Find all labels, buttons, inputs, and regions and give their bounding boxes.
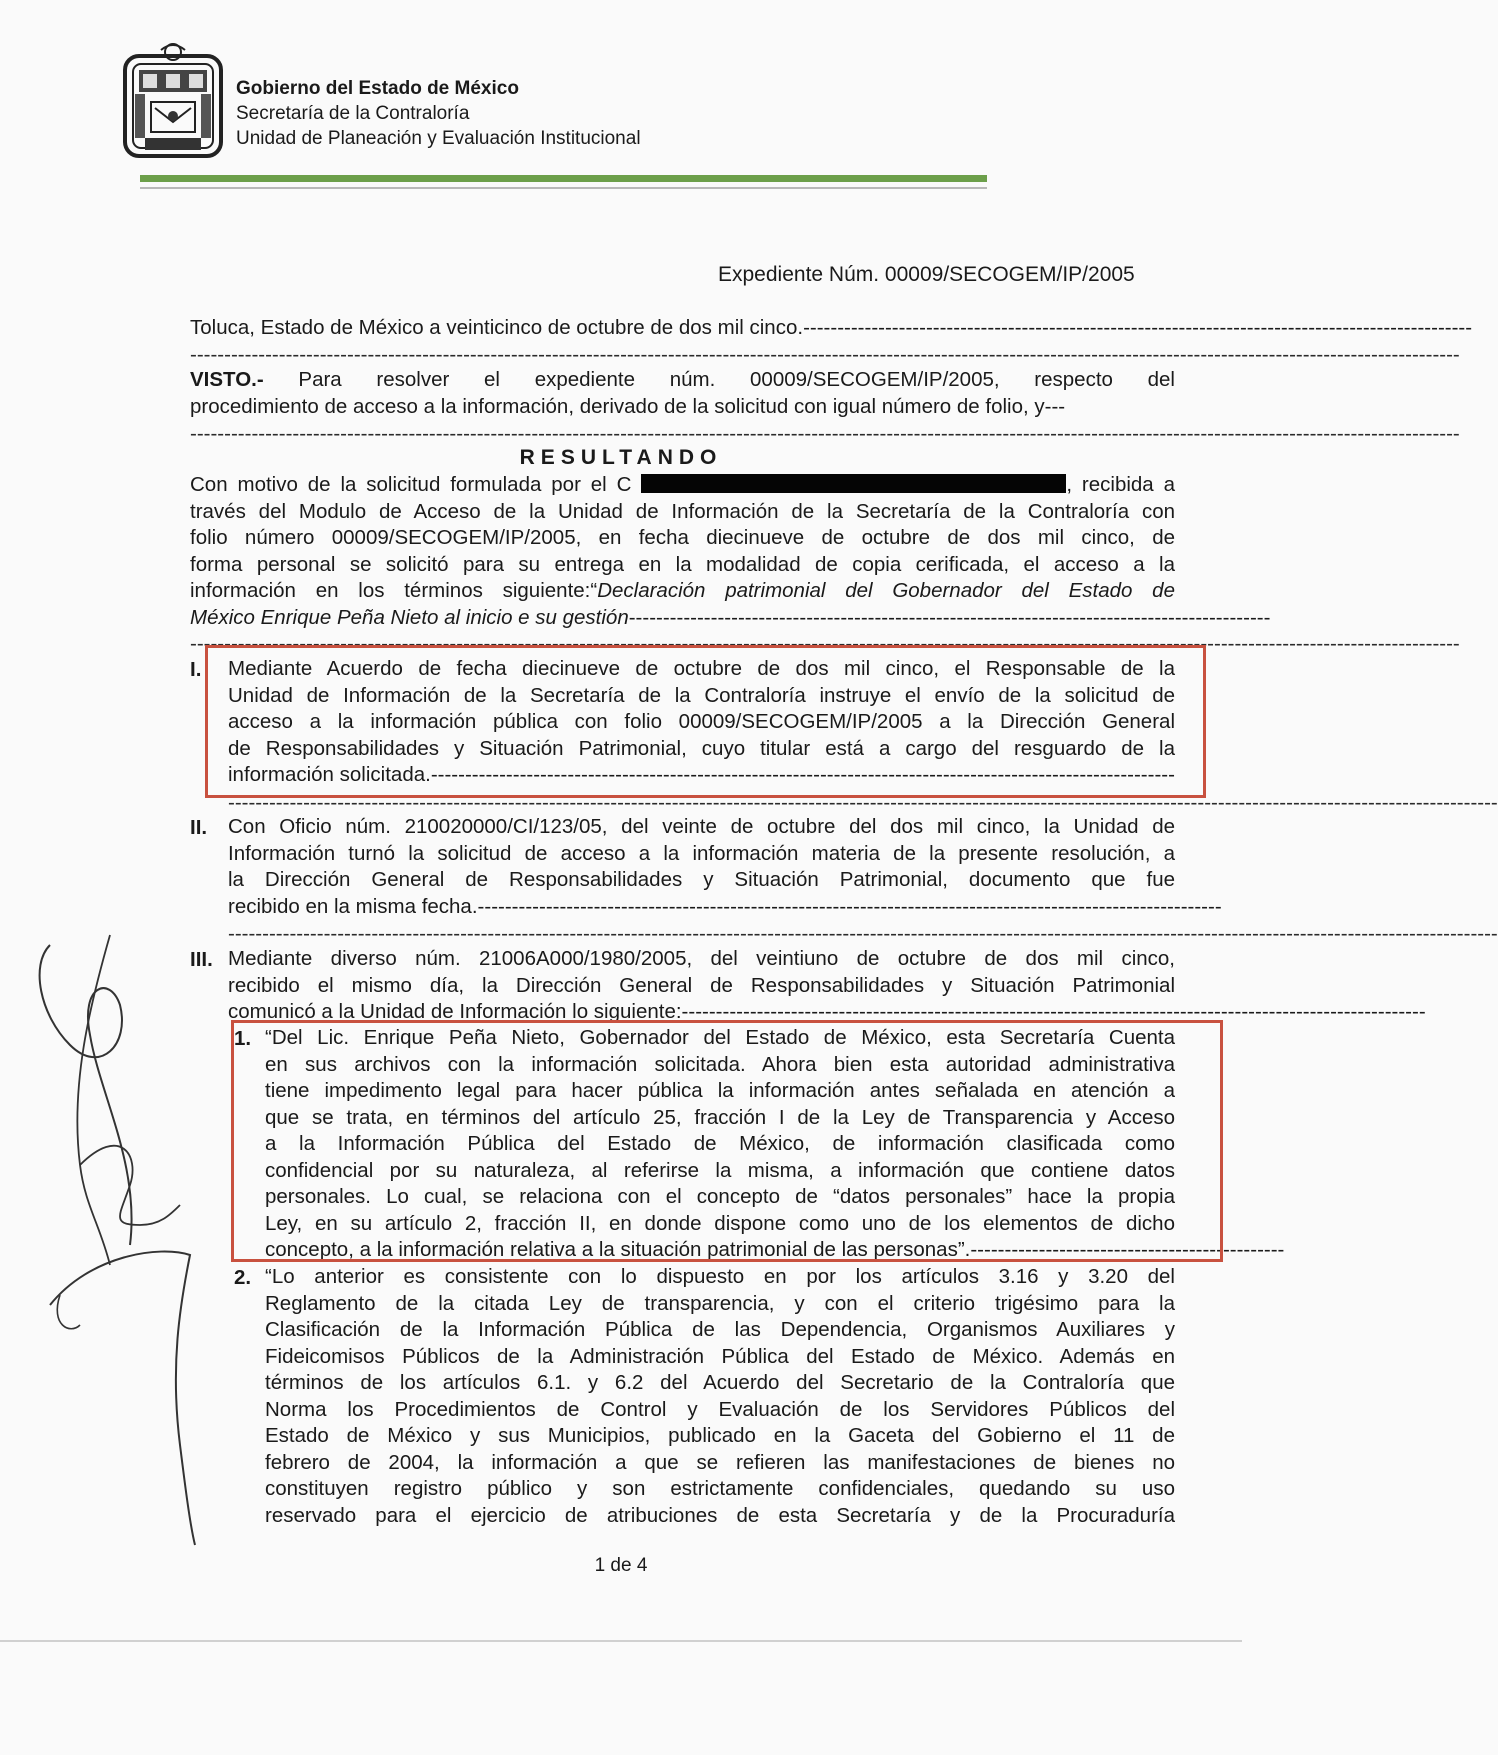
item-ii-paragraph: Con Oficio núm. 210020000/CI/123/05, del veinte de octubre del dos mil cinco, la Unidad de Información turnó la solicitud de acceso a la información materia de la presente resolución, a la Dirección General de Responsabilidades y Situación Patrimonial, documento que fue recibido en la misma fecha.-------------------------------------------------------------------------------------------------------------: [228, 815, 1222, 918]
unidad-name: Unidad de Planeación y Evaluación Institucional: [236, 128, 641, 149]
highlight-box-item-i: [205, 645, 1206, 798]
item-i-line: acceso a la información pública con folio 00009/SECOGEM/IP/2005 a la Dirección General: [228, 710, 1175, 733]
resultando-line-4: forma personal se solicitó para su entrega en la modalidad de copia cerificada, el acceso a la: [190, 552, 1175, 576]
item-number-iii: III.: [190, 948, 213, 971]
org-name: Gobierno del Estado de México: [236, 78, 519, 99]
subitem-2-paragraph: [265, 1264, 1175, 1529]
resultando-line-5a: información en los términos siguiente:“: [190, 579, 598, 602]
subitem-1-paragraph: “Del Lic. Enrique Peña Nieto, Gobernador del Estado de México, esta Secretaría Cuenta en sus archivos con la información solicitada. Ahora bien esta autoridad administrativa tiene impedimento legal para hacer pública la información antes señalada en atención a que se trata, en términos del artículo 25, fracción I de la Ley de Transparencia y Acceso a la Información Pública del Estado de México, de información clasificada como confidencial por su naturaleza, al referirse la misma, a información que contiene datos personales. Lo cual, se relaciona con el concepto de “datos personales” hace la propia Ley, en su artículo 2, fracción II, en donde dispone como uno de los elementos de dicho concepto, a la información relativa a la situación patrimonial de las personas”.----------------------------------------------: [265, 1026, 1285, 1261]
highlight-box-subitem-1: [231, 1020, 1285, 1262]
header-green-rule: [140, 175, 987, 182]
dash-separator: ------------------------------------------------------------------------------------------------------------------------------------------------------------------------------------------: [190, 632, 1460, 655]
place-date-line: Toluca, Estado de México a veinticinco de octubre de dos mil cinco.--------------------------------------------------------------------------------------------------: [190, 316, 1473, 339]
item-number-i: I.: [190, 658, 202, 681]
item-ii-line: Con Oficio núm. 210020000/CI/123/05, del veinte de octubre del dos mil cinco, la Unidad de: [228, 815, 1175, 838]
visto-line-1: Para resolver el expediente núm. 00009/SECOGEM/IP/2005, respecto del: [298, 368, 1175, 391]
subitem-2-line: “Lo anterior es consistente con lo dispuesto en por los artículos 3.16 y 3.20 del: [265, 1265, 1175, 1288]
dash-separator: ------------------------------------------------------------------------------------------------------------------------------------------------------------------------------------------: [228, 922, 1498, 945]
resultando-paragraph: Con motivo de la solicitud formulada por el C , recibida a través del Modulo de Acceso de la Unidad de Información de la Secretaría de la Contraloría con folio número 00009/SECOGEM/IP/2005, en fecha diecinueve de octubre de dos mil cinco, de forma personal se solicitó para su entrega en la modalidad de copia cerificada, el acceso a la información en los términos siguiente:“Declaración patrimonial del Gobernador del Estado de México Enrique Peña Nieto al inicio e su gestión----------------------------------------------------------------------------------------------: [190, 473, 1271, 629]
visto-line-2: procedimiento de acceso a la información, derivado de la solicitud con igual número de folio, y---: [190, 394, 1066, 418]
letterhead-text: [236, 76, 641, 151]
resultando-line-6: México Enrique Peña Nieto al inicio e su gestión: [190, 605, 629, 629]
resultando-line-1a: Con motivo de la solicitud formulada por el C: [190, 473, 632, 496]
expediente-number: Expediente Núm. 00009/SECOGEM/IP/2005: [718, 263, 1135, 286]
subitem-1-line: a la Información Pública del Estado de México, de información clasificada como: [265, 1132, 1175, 1155]
subitem-2-line: febrero de 2004, la información a que se refieren las manifestaciones de bienes no: [265, 1450, 1175, 1474]
subitem-2-line: reservado para el ejercicio de atribuciones de esta Secretaría y de la Procuraduría: [265, 1503, 1175, 1527]
state-seal-icon: [121, 42, 225, 160]
item-iii-line: Mediante diverso núm. 21006A000/1980/2005, del veintiuno de octubre de dos mil cinco,: [228, 947, 1175, 970]
resultando-line-1b: recibida a: [1081, 473, 1175, 496]
subitem-2-line: términos de los artículos 6.1. y 6.2 del Acuerdo del Secretario de la Contraloría que: [265, 1371, 1175, 1394]
subitem-1-line: confidencial por su naturaleza, al referirse la misma, a información que contiene datos: [265, 1158, 1175, 1182]
subitem-1-line: personales. Lo cual, se relaciona con el concepto de “datos personales” hace la propia: [265, 1185, 1175, 1208]
item-number-ii: II.: [190, 816, 208, 839]
subitem-2-line: Reglamento de la citada Ley de transparencia, y con el criterio trigésimo para la: [265, 1291, 1175, 1315]
item-i-line: información solicitada.: [228, 763, 431, 786]
subitem-2-line: Estado de México y sus Municipios, publicado en la Gaceta del Gobierno el 11 de: [265, 1424, 1175, 1447]
scan-bottom-edge: [0, 1640, 1242, 1642]
resultando-line-2: través del Modulo de Acceso de la Unidad de Información de la Secretaría de la Contraloría con: [190, 499, 1175, 523]
dash-separator: ------------------------------------------------------------------------------------------------------------------------------------------------------------------------------------------: [190, 343, 1460, 366]
item-iii-paragraph: Mediante diverso núm. 21006A000/1980/2005, del veintiuno de octubre de dos mil cinco, recibido el mismo día, la Dirección General de Responsabilidades y Situación Patrimonial comunicó a la Unidad de Información lo siguiente:-------------------------------------------------------------------------------------------------------------: [228, 947, 1426, 1023]
subitem-2-line: Norma los Procedimientos de Control y Evaluación de los Servidores Públicos del: [265, 1397, 1175, 1421]
secretaria-name: Secretaría de la Contraloría: [236, 103, 470, 124]
visto-label: VISTO.-: [190, 368, 264, 391]
item-ii-line: recibido en la misma fecha.: [228, 894, 478, 918]
subitem-1-line: tiene impedimento legal para hacer pública la información antes señalada en atención a: [265, 1079, 1175, 1102]
subitem-1-line: que se trata, en términos del artículo 25, fracción I de la Ley de Transparencia y Acceso: [265, 1105, 1175, 1129]
item-ii-line: la Dirección General de Responsabilidades y Situación Patrimonial, documento que fue: [228, 868, 1175, 891]
handwritten-signature-icon: [20, 925, 250, 1545]
item-iii-line: recibido el mismo día, la Dirección General de Responsabilidades y Situación Patrimonial: [228, 973, 1175, 997]
item-ii-line: Información turnó la solicitud de acceso a la información materia de la presente resolución, a: [228, 841, 1175, 865]
dash-separator: ------------------------------------------------------------------------------------------------------------------------------------------------------------------------------------------: [228, 791, 1498, 814]
subitem-2-line: constituyen registro público y son estrictamente confidenciales, quedando su uso: [265, 1477, 1175, 1500]
redacted-name: [641, 474, 1066, 493]
subitem-1-line: “Del Lic. Enrique Peña Nieto, Gobernador del Estado de México, esta Secretaría Cuenta: [265, 1026, 1175, 1049]
visto-paragraph: [190, 367, 1175, 420]
resultando-line-3: folio número 00009/SECOGEM/IP/2005, en fecha diecinueve de octubre de dos mil cinco, de: [190, 526, 1175, 549]
subitem-2-line: Fideicomisos Públicos de la Administración Pública del Estado de México. Además en: [265, 1344, 1175, 1368]
subitem-number-1: 1.: [234, 1027, 252, 1050]
item-i-line: Unidad de Información de la Secretaría de la Contraloría instruye el envío de la solicitud de: [228, 683, 1175, 707]
letterhead: [118, 42, 1018, 149]
page-number: 1 de 4: [594, 1555, 648, 1576]
subitem-1-line: Ley, en su artículo 2, fracción II, en donde dispone como uno de los elementos de dicho: [265, 1211, 1175, 1235]
header-gray-rule: [140, 187, 987, 189]
place-date-text: Toluca, Estado de México a veinticinco de octubre de dos mil cinco.: [190, 316, 804, 339]
item-i-line: de Responsabilidades y Situación Patrimonial, cuyo titular está a cargo del resguardo de la: [228, 736, 1175, 760]
item-iii-line: comunicó a la Unidad de Información lo siguiente:: [228, 1000, 682, 1023]
item-i-line: Mediante Acuerdo de fecha diecinueve de octubre de dos mil cinco, el Responsable de la: [228, 657, 1175, 680]
dash-separator: ------------------------------------------------------------------------------------------------------------------------------------------------------------------------------------------: [190, 422, 1460, 445]
subitem-1-line: en sus archivos con la información solicitada. Ahora bien esta autoridad administrativa: [265, 1052, 1175, 1076]
resultando-line-5b: Declaración patrimonial del Gobernador del Estado de: [597, 579, 1175, 602]
item-i-paragraph: Mediante Acuerdo de fecha diecinueve de octubre de dos mil cinco, el Responsable de la Unidad de Información de la Secretaría de la Contraloría instruye el envío de la solicitud de acceso a la información pública con folio 00009/SECOGEM/IP/2005 a la Dirección General de Responsabilidades y Situación Patrimonial, cuyo titular está a cargo del resguardo de la información solicitada.-------------------------------------------------------------------------------------------------------------: [228, 657, 1175, 786]
subitem-2-line: Clasificación de la Información Pública de las Dependencia, Organismos Auxiliares y: [265, 1318, 1175, 1341]
subitem-1-line: concepto, a la información relativa a la situación patrimonial de las personas”.: [265, 1238, 971, 1261]
resultando-heading: RESULTANDO: [519, 446, 723, 469]
subitem-number-2: 2.: [234, 1266, 252, 1289]
